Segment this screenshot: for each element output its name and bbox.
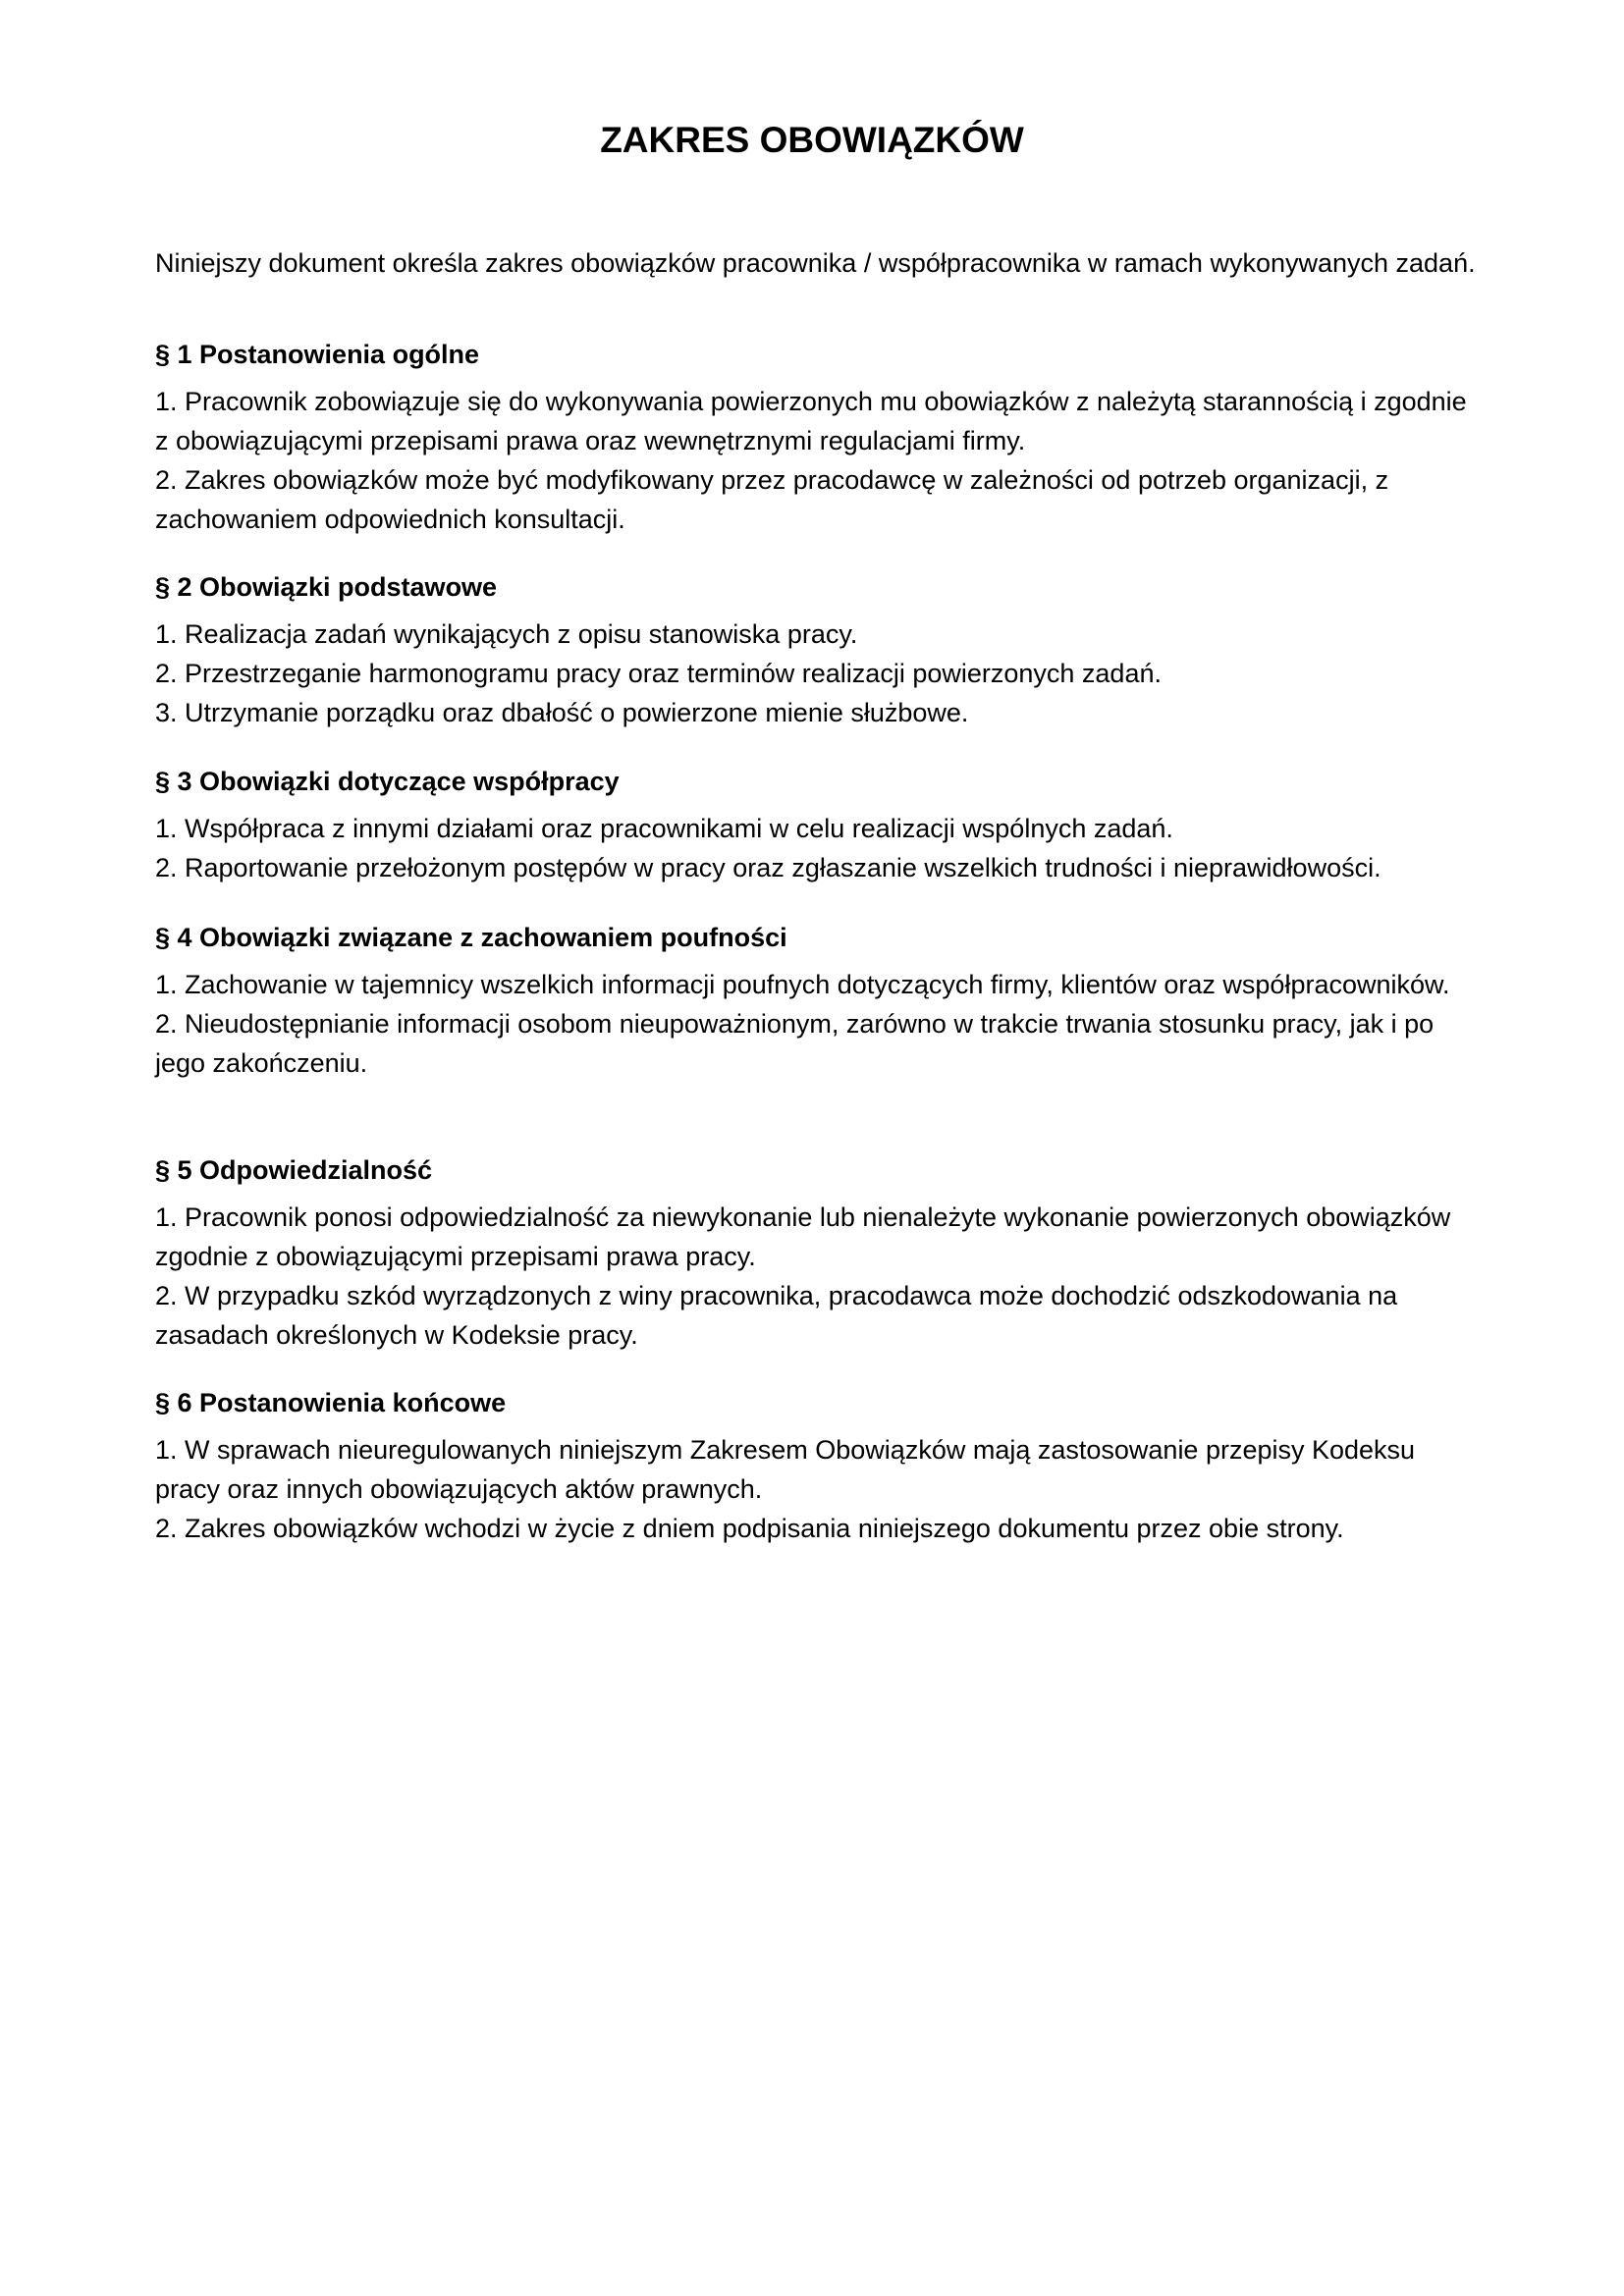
section-heading: § 5 Odpowiedzialność (155, 1155, 433, 1185)
section-heading: § 2 Obowiązki podstawowe (155, 572, 498, 602)
section-item: 2. W przypadku szkód wyrządzonych z winy pracownika, pracodawca może dochodzić odszkodowania na zasadach określonych w Kodeksie pracy. (155, 1281, 1398, 1350)
section-heading: § 1 Postanowienia ogólne (155, 340, 480, 369)
section-heading: § 4 Obowiązki związane z zachowaniem poufności (155, 923, 787, 952)
section-poufnosc (155, 920, 1530, 1083)
section-item: 2. Zakres obowiązków może być modyfikowany przez pracodawcę w zależności od potrzeb organizacji, z zachowaniem odpowiednich konsultacji. (155, 465, 1389, 534)
section-heading: § 6 Postanowienia końcowe (155, 1388, 507, 1417)
section-item: 2. Zakres obowiązków wchodzi w życie z dniem podpisania niniejszego dokumentu przez obie strony. (155, 1514, 1344, 1543)
section-heading: § 3 Obowiązki dotyczące współpracy (155, 767, 620, 796)
section-postanowienia-ogolne (155, 337, 1530, 539)
document-title: ZAKRES OBOWIĄZKÓW (600, 120, 1024, 160)
section-item: 3. Utrzymanie porządku oraz dbałość o powierzone mienie służbowe. (155, 698, 969, 727)
section-item: 1. Zachowanie w tajemnicy wszelkich informacji poufnych dotyczących firmy, klientów oraz współpracowników. (155, 970, 1450, 999)
section-item: 1. Współpraca z innymi działami oraz pracownikami w celu realizacji wspólnych zadań. (155, 814, 1173, 843)
section-obowiazki-podstawowe (155, 569, 1530, 732)
section-item: 1. W sprawach nieuregulowanych niniejszym Zakresem Obowiązków mają zastosowanie przepisy Kodeksu pracy oraz innych obowiązujących aktów prawnych. (155, 1435, 1416, 1504)
section-item: 1. Realizacja zadań wynikających z opisu stanowiska pracy. (155, 619, 858, 649)
section-item: 1. Pracownik zobowiązuje się do wykonywania powierzonych mu obowiązków z należytą starannością i zgodnie z obowiązującymi przepisami prawa oraz wewnętrznymi regulacjami firmy. (155, 387, 1467, 455)
document-intro: Niniejszy dokument określa zakres obowiązków pracownika / współpracownika w ramach wykonywanych zadań. (155, 248, 1476, 278)
section-odpowiedzialnosc (155, 1152, 1530, 1355)
section-item: 2. Raportowanie przełożonym postępów w pracy oraz zgłaszanie wszelkich trudności i nieprawidłowości. (155, 853, 1381, 882)
section-item: 2. Nieudostępnianie informacji osobom nieupoważnionym, zarówno w trakcie trwania stosunku pracy, jak i po jego zakończeniu. (155, 1009, 1435, 1078)
section-postanowienia-koncowe (155, 1385, 1530, 1548)
section-item: 1. Pracownik ponosi odpowiedzialność za niewykonanie lub nienależyte wykonanie powierzonych obowiązków zgodnie z obowiązującymi przepisami prawa pracy. (155, 1202, 1451, 1271)
section-item: 2. Przestrzeganie harmonogramu pracy oraz terminów realizacji powierzonych zadań. (155, 659, 1162, 688)
section-obowiazki-wspolpracy (155, 764, 1530, 887)
